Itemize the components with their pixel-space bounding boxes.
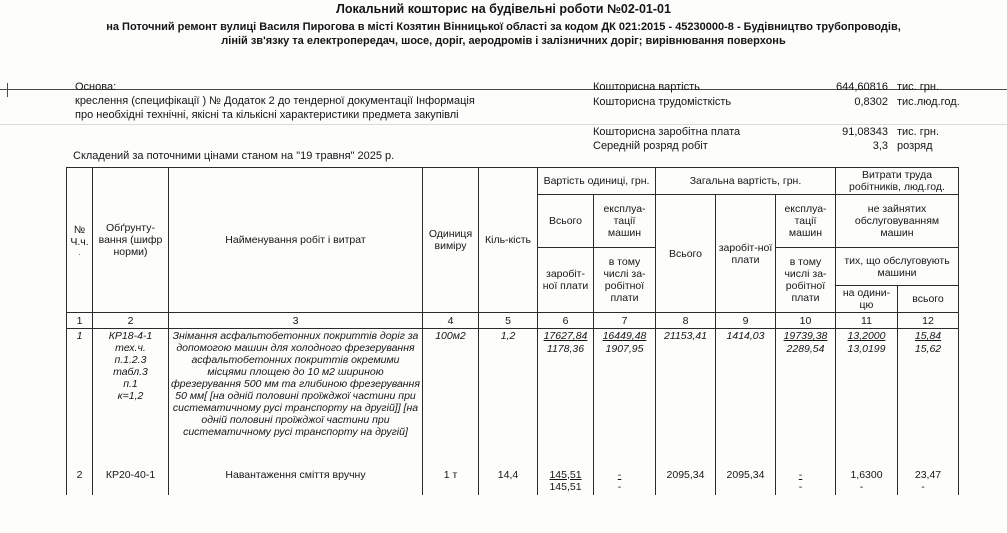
row1-col8-value: 21153,41 [663, 330, 707, 342]
row2-col9 [716, 468, 776, 495]
header-work-name: Найменування робіт і витрат [169, 168, 423, 313]
row1-col11 [836, 329, 898, 468]
header-labor-total: всього [898, 286, 959, 313]
header-c9-salary: заробіт-ної плати [716, 195, 776, 313]
row2-col12-bottom: - [921, 481, 925, 494]
col-number-7: 7 [594, 313, 656, 329]
header-c7-incl-salary: в тому числі за-робітної плати [594, 248, 656, 313]
row1-work-name: Знімання асфальтобетонних покриттів доріг за допомогою машин для холодного фрезерування асфальтобетонних покриттів окремими місцями площею до 10 м2 шириною фрезерування 500 мм та глибиною фрезерування 50 мм[ [на одній половині проїжджої частини при систематичному русі транспорту на другій]] [на одній половині проїжджої частини при систематичному русі транспорту на другій] [169, 329, 423, 468]
col-number-10: 10 [776, 313, 836, 329]
header-c10-machines: експлуа-тації машин [776, 195, 836, 248]
header-unit: Одиниця виміру [423, 168, 479, 313]
document-subtitle [0, 20, 1007, 48]
scan-left-tick [7, 83, 8, 97]
row2-col10-bottom: - [798, 481, 803, 494]
col-number-8: 8 [656, 313, 716, 329]
row2-col8-value: 2095,34 [666, 468, 705, 481]
col-number-4: 4 [423, 313, 479, 329]
row2-col6-top: 145,51 [549, 468, 582, 481]
labor-intensity-value: 0,8302 [854, 96, 888, 108]
header-num-dot: . [78, 246, 81, 258]
header-num-line2: Ч.ч. [70, 236, 89, 248]
col-number-6: 6 [538, 313, 594, 329]
subtitle-line-1: на Поточний ремонт вулиці Василя Пирогова в місті Козятин Вінницької області за кодом ДК 021:2015 - 45230000-8 - Будівництво трубопроводів, [106, 21, 901, 33]
header-num-line1: № [73, 224, 86, 236]
row1-number: 1 [67, 329, 93, 468]
row1-col6 [538, 329, 594, 468]
col-number-5: 5 [479, 313, 538, 329]
header-c7-machines: експлуа-тації машин [594, 195, 656, 248]
scan-faint-line [0, 124, 1007, 125]
header-labor-per-unit: на одини-цю [836, 286, 898, 313]
avg-grade-value: 3,3 [872, 140, 888, 152]
header-labor-serving: тих, що обслуговують машини [836, 248, 959, 286]
col-number-2: 2 [93, 313, 169, 329]
header-quantity: Кіль-кість [479, 168, 538, 313]
header-c10-incl-salary: в тому числі за-робітної плати [776, 248, 836, 313]
row1-col11-bottom: 13,0199 [847, 342, 886, 355]
row1-quantity: 1,2 [479, 329, 538, 468]
row2-code-line: КР20-40-1 [105, 468, 156, 481]
basis-line-1: креслення (специфікації ) № Додаток 2 до тендерної документації Інформація [75, 95, 475, 107]
row2-col11 [836, 468, 898, 495]
row2-col6 [538, 468, 594, 495]
row1-code-line: табл.3 [113, 366, 148, 378]
row1-col9-value: 1414,03 [726, 330, 765, 342]
row2-quantity: 14,4 [479, 468, 538, 495]
row2-col7 [594, 468, 656, 495]
avg-grade-label: Середній розряд робіт [593, 140, 708, 152]
document-title: Локальний кошторис на будівельні роботи №02-01-01 [336, 2, 671, 16]
header-justification: Обґрунту-вання (шифр норми) [93, 168, 169, 313]
labor-intensity-label: Кошторисна трудомісткість [593, 96, 732, 108]
row1-col6-bottom: 1178,36 [546, 342, 585, 355]
col-number-1: 1 [67, 313, 93, 329]
row1-unit: 100м2 [423, 329, 479, 468]
row2-col12-top: 23,47 [914, 468, 942, 481]
row1-col7-top: 16449,48 [602, 330, 647, 342]
row1-col12 [898, 329, 959, 468]
column-numbers-row [67, 313, 959, 329]
estimate-cost-unit: тис. грн. [897, 81, 940, 93]
row1-col7 [594, 329, 656, 468]
row1-code-line: к=1,2 [117, 390, 144, 402]
row2-col11-top: 1,6300 [850, 468, 883, 481]
row2-col7-top: - [617, 468, 622, 481]
row2-col8 [656, 468, 716, 495]
row2-number: 2 [67, 468, 93, 495]
header-group-unit-cost: Вартість одиниці, грн. [538, 168, 656, 195]
col-number-12: 12 [898, 313, 959, 329]
row1-code-line: КР18-4-1 [108, 330, 153, 342]
row1-code-line: тех.ч. [115, 342, 146, 354]
subtitle-line-2: ліній зв'язку та електропередач, шосе, доріг, аеродромів і залізничних доріг; вирівнювання поверхонь [221, 35, 786, 47]
row2-col7-bottom: - [617, 481, 622, 494]
estimate-salary-label: Кошторисна заробітна плата [593, 126, 741, 138]
row2-col10-top: - [798, 468, 803, 481]
row1-col12-top: 15,84 [914, 330, 942, 342]
header-group-total-cost: Загальна вартість, грн. [656, 168, 836, 195]
estimate-table [66, 167, 959, 495]
row1-col10-top: 19739,38 [783, 330, 828, 342]
row1-col9 [716, 329, 776, 468]
row1-col11-top: 13,2000 [847, 330, 886, 342]
header-c6-total: Всього [538, 195, 594, 248]
basis-line-2: про необхідні технічні, якісні та кількісні характеристики предмета закупівлі [75, 109, 459, 121]
row1-col8 [656, 329, 716, 468]
avg-grade-unit: розряд [897, 140, 933, 152]
labor-intensity-unit: тис.люд.год. [897, 96, 960, 108]
row2-col10 [776, 468, 836, 495]
col-number-3: 3 [169, 313, 423, 329]
table-row-2 [67, 468, 959, 495]
row2-col12 [898, 468, 959, 495]
compiled-date-line: Складений за поточними цінами станом на "19 травня" 2025 р. [73, 150, 395, 162]
row2-col9-value: 2095,34 [726, 468, 765, 481]
row1-col7-bottom: 1907,95 [605, 342, 644, 355]
basis-label: Основа: [75, 81, 117, 93]
estimate-salary-unit: тис. грн. [897, 126, 940, 138]
row1-code-line: п.1.2.3 [114, 354, 147, 366]
estimate-cost-label: Кошторисна вартість [593, 81, 700, 93]
row2-code [93, 468, 169, 495]
table-row-1 [67, 329, 959, 468]
row1-col10-bottom: 2289,54 [786, 342, 825, 355]
row1-col12-bottom: 15,62 [914, 342, 942, 355]
estimate-cost-value: 644,60816 [836, 81, 888, 93]
header-c6-salary: заробіт-ної плати [538, 248, 594, 313]
row1-code-line: п.1 [123, 378, 138, 390]
header-labor-not-serving: не зайнятих обслуговуванням машин [836, 195, 959, 248]
row1-code [93, 329, 169, 468]
col-number-9: 9 [716, 313, 776, 329]
estimate-salary-value: 91,08343 [842, 126, 888, 138]
row2-work-name: Навантаження сміття вручну [169, 468, 423, 495]
header-group-labor: Витрати труда робітників, люд.год. [836, 168, 959, 195]
col-number-11: 11 [836, 313, 898, 329]
row2-col11-bottom: - [859, 481, 864, 494]
row2-col6-bottom: 145,51 [549, 481, 582, 494]
header-c8-total: Всього [656, 195, 716, 313]
row1-col10 [776, 329, 836, 468]
row1-col6-top: 17627,84 [543, 330, 588, 342]
row2-unit: 1 т [423, 468, 479, 495]
header-row-number [67, 168, 93, 313]
